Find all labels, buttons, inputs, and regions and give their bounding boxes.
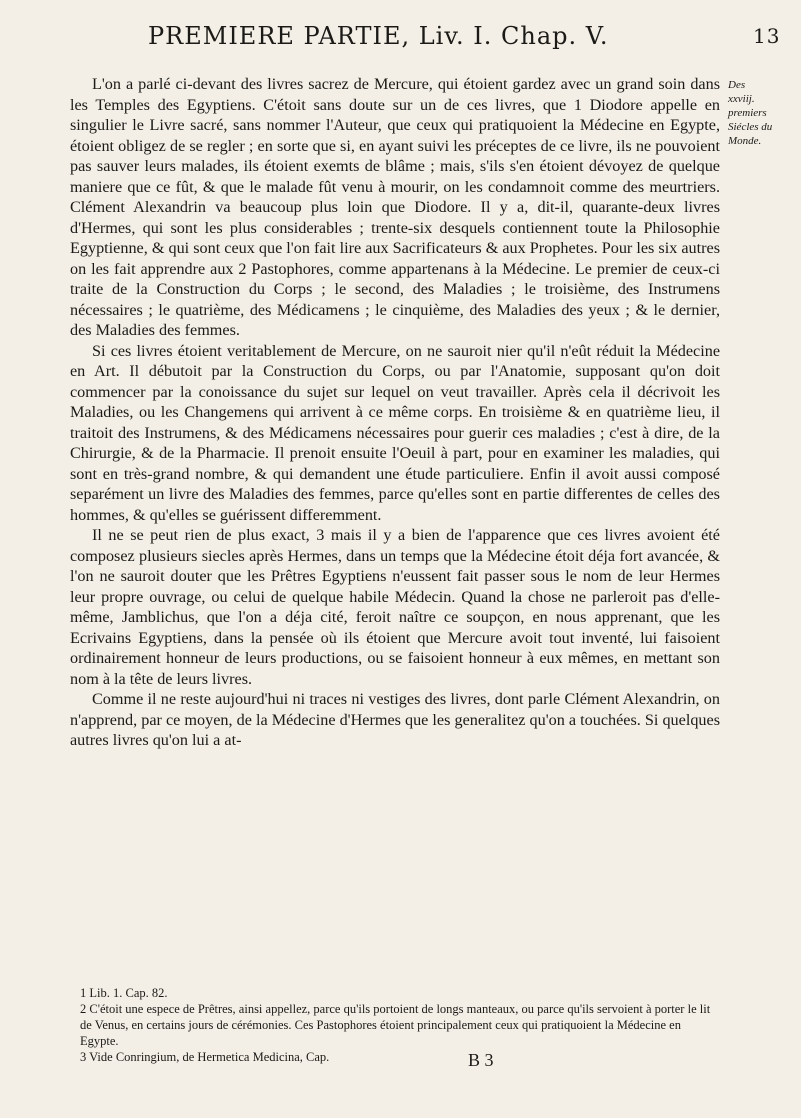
margin-note-line: premiers bbox=[728, 107, 767, 119]
paragraph-4: Comme il ne reste aujourd'hui ni traces ni vestiges des livres, dont parle Clément Alexandrin, on n'apprend, par ce moyen, de la Médecine d'Hermes que les generalitez qu'on a touchées. Si quelques autres livres qu'on lui a at- bbox=[70, 690, 720, 749]
margin-note-line: Des bbox=[728, 79, 746, 91]
margin-note-line: Siécles du bbox=[728, 121, 773, 133]
paragraph-1: L'on a parlé ci-devant des livres sacrez de Mercure, qui étoient gardez avec un grand soin dans les Temples des Egyptiens. C'étoit sans doute sur un de ces livres, que 1 Diodore appelle en singulier le Livre sacré, sans nommer l'Auteur, que ceux qui pratiquoient la Médecine en Egypte, étoient obligez de se regler ; en sorte que si, en ayant suivi les préceptes de ce livre, ils ne pouvoient pas sauver leurs malades, ils étoient exemts de blâme ; mais, s'ils s'en étoient dévoyez de quelque maniere que ce fût, & que le malade fût venu à mourir, on les condamnoit comme des meurtriers. Clément Alexandrin va beaucoup plus loin que Diodore. Il y a, dit-il, quarante-deux livres d'Hermes, qui sont les plus considerables ; trente-six desquels contiennent toute la Philosophie Egyptienne, & qui sont ceux que l'on fait lire aux Sacrificateurs & aux Prophetes. Pour les six autres on les fait apprendre aux 2 Pastophores, comme appartenans à la Médecine. Le premier de ceux-ci traite de la Construction du Corps ; le second, des Maladies ; le troisième, des Instrumens nécessaires ; le quatrième, des Médicamens ; le cinquième, des Maladies des yeux ; & le dernier, des Maladies des femmes. bbox=[70, 75, 720, 339]
main-text bbox=[70, 74, 720, 751]
paragraph-3: Il ne se peut rien de plus exact, 3 mais il y a bien de l'apparence que ces livres avoient été composez plusieurs siecles après Hermes, dans un temps que la Médecine étoit déja fort avancée, & l'on ne sauroit douter que les Prêtres Egyptiens n'eussent fait passer sous le nom de leur Hermes leur propre ouvrage, ou celui de quelque habile Médecin. Quand la chose ne parleroit pas d'elle-même, Jamblichus, que l'on a déja cité, feroit naître ce soupçon, en nous apprenant, que les Ecrivains Egyptiens, dans la pensée où ils étoient que Mercure avoit tout inventé, lui faisoient ordinairement honneur de leurs productions, ou se faisoient honneur à eux mêmes, en mettant son nom à la tête de leurs livres. bbox=[70, 526, 720, 688]
running-header bbox=[148, 22, 788, 60]
margin-note bbox=[728, 78, 798, 148]
margin-note-line: xxviij. bbox=[728, 93, 755, 105]
page-number: 13 bbox=[753, 24, 781, 48]
footnote-3: 3 Vide Conringium, de Hermetica Medicina, Cap. bbox=[80, 1050, 330, 1064]
paragraph-2: Si ces livres étoient veritablement de Mercure, on ne sauroit nier qu'il n'eût réduit la Médecine en Art. Il débutoit par la Construction du Corps, ou par l'Anatomie, supposant qu'on doit commencer par la conoissance du sujet sur lequel on veut travailler. Après cela il décrivoit les Maladies, ou les Changemens qui arrivent à ce même corps. En troisième & en quatrième lieu, il traitoit des Instrumens, & des Médicamens nécessaires pour guerir ces maladies ; c'est à dire, de la Chirurgie, & de la Pharmacie. Il prenoit ensuite l'Oeuil à part, pour en examiner les maladies, qui sont en très-grand nombre, & qui demandent une étude particuliere. Enfin il avoit aussi composé separément un livre des Maladies des femmes, parce qu'elles sont en partie differentes de celles des hommes, & qu'elles se guérissent differemment. bbox=[70, 341, 720, 524]
running-title: PREMIERE PARTIE, Liv. I. Chap. V. bbox=[148, 22, 609, 50]
margin-note-line: Monde. bbox=[728, 135, 762, 147]
footnote-1: 1 Lib. 1. Cap. 82. bbox=[80, 986, 168, 1000]
footnotes bbox=[80, 985, 720, 1065]
footnote-2: 2 C'étoit une espece de Prêtres, ainsi appellez, parce qu'ils portoient de longs manteaux, ou parce qu'ils servoient à porter le lit de Venus, en certains jours de cérémonies. Ces Pastophores étoient principalement ceux qui pratiquoient la Médecine en Egypte. bbox=[80, 1002, 711, 1048]
signature-mark: B 3 bbox=[468, 1050, 494, 1070]
